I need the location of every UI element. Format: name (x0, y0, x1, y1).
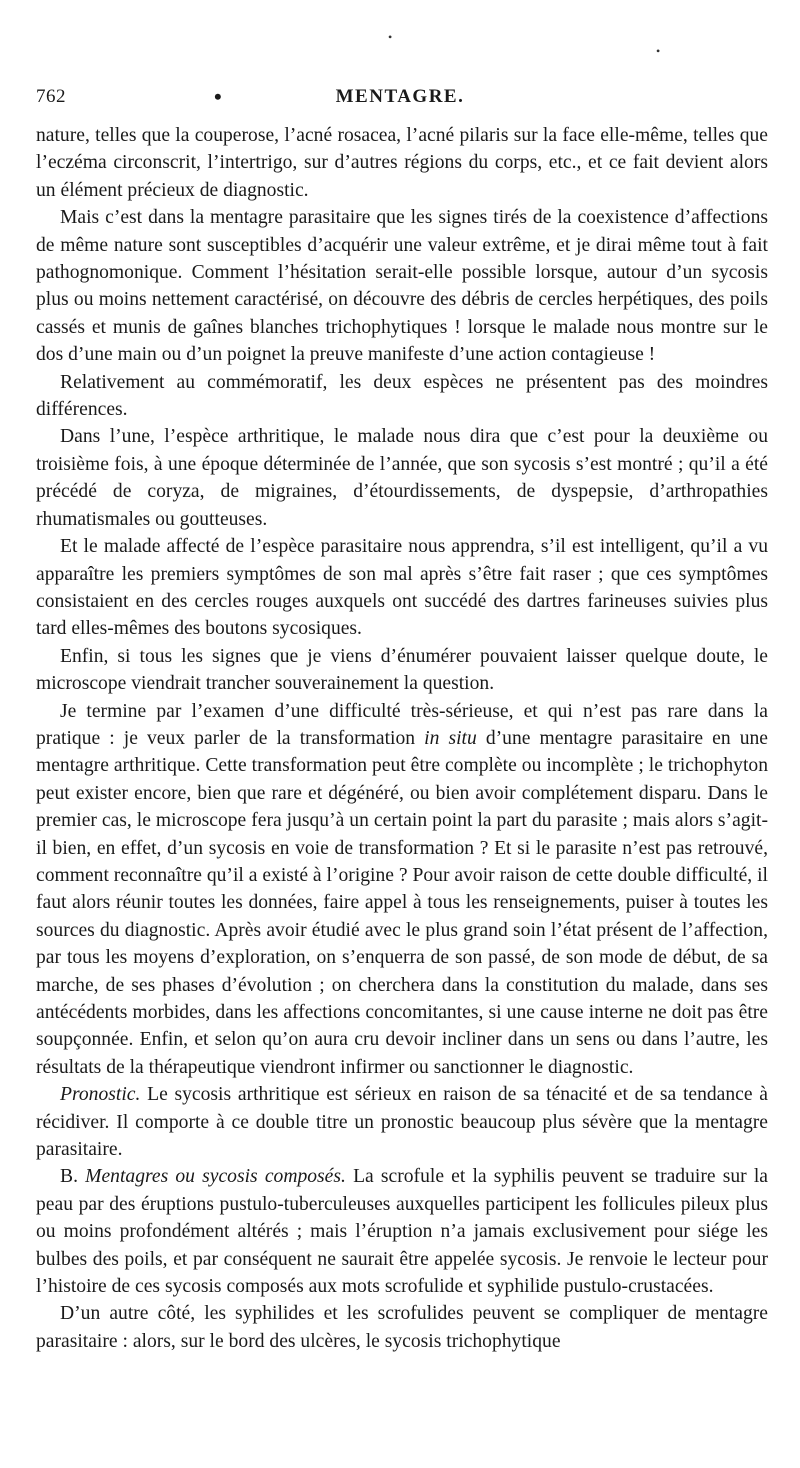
header-dot: • (214, 84, 222, 109)
paragraph-text: La scrofule et la syphilis peuvent se traduire sur la peau par des éruptions pustulo-tuberculeuses auxquelles participent les follicules pileux plus ou moins profondément altérés ; mais l’éruption n’a jamais exclusivement pour siége les bulbes des poils, et par conséquent ne saurait être appelée sycosis. Je renvoie le lecteur pour l’histoire de ces sycosis composés aux mots scrofulide et syphilide pustulo-crustacées. (36, 1166, 768, 1298)
body-text (36, 122, 768, 1355)
italic-text: Pronostic. (60, 1084, 141, 1106)
paragraph-text: nature, telles que la couperose, l’acné rosacea, l’acné pilaris sur la face elle-même, telles que l’eczéma circonscrit, l’intertrigo, sur d’autres régions du corps, etc., et ce fait devient alors un élément précieux de diagnostic. (36, 125, 768, 201)
italic-text: in situ (424, 727, 477, 749)
page-header (36, 86, 764, 116)
italic-text: Mentagres ou sycosis composés. (85, 1166, 346, 1188)
paragraph-text: Et le malade affecté de l’espèce parasitaire nous apprendra, s’il est intelligent, qu’il a vu apparaître les premiers symptômes de son mal après s’être fait raser ; que ces symptômes consistaient en des cercles rouges auxquels ont succédé des dartres farineuses suivies plus tard elles-mêmes des boutons sycosiques. (36, 536, 768, 640)
paragraph-text: Enfin, si tous les signes que je viens d’énumérer pouvaient laisser quelque doute, le microscope viendrait trancher souverainement la question. (36, 645, 768, 695)
paragraph (36, 1081, 768, 1163)
paragraph-text: Le sycosis arthritique est sérieux en raison de sa ténacité et de sa tendance à récidiver. Il comporte à ce double titre un pronostic beaucoup plus sévère que la mentagre parasitaire. (36, 1084, 768, 1161)
paragraph-text: Mais c’est dans la mentagre parasitaire que les signes tirés de la coexistence d’affections de même nature sont susceptibles d’acquérir une valeur extrême, et je dirai même tout à fait pathognomonique. Comment l’hésitation serait-elle possible lorsque, autour d’un sycosis plus ou moins nettement caractérisé, on découvre des débris de cercles herpétiques, des poils cassés et munis de gaînes blanches trichophytiques ! lorsque le malade nous montre sur le dos d’une main ou d’un poignet la preuve manifeste d’une action contagieuse ! (36, 207, 768, 366)
paragraph (36, 204, 768, 368)
paragraph-text: Je termine par l’examen d’une difficulté très-sérieuse, et qui n’est pas rare dans la pratique : je veux parler de la transformation (36, 700, 768, 749)
paragraph-text: d’une mentagre parasitaire en une mentagre arthritique. Cette transformation peut être complète ou incomplète ; le trichophyton peut exister encore, bien que rare et dégénéré, ou bien avoir complétement disparu. Dans le premier cas, le microscope fera jusqu’à un certain point la part du parasite ; mais alors s’agit-il bien, en effet, d’un sycosis en voie de transformation ? Et si le parasite n’est pas retrouvé, comment reconnaître qu’il a existé à l’origine ? Pour avoir raison de cette double difficulté, il faut alors réunir toutes les données, faire appel à tous les renseignements, puiser à toutes les sources du diagnostic. Après avoir étudié avec le plus grand soin l’état présent de l’affection, par tous les moyens d’exploration, on s’enquerra de son passé, de son mode de début, de sa marche, de ses phases d’évolution ; on cherchera dans la constitution du malade, dans ses antécédents morbides, dans les affections concomitantes, si une cause interne ne doit pas être soupçonnée. Enfin, et selon qu’on aura cru devoir incliner dans un sens ou dans l’autre, les résultats de la thérapeutique viendront infirmer ou sanctionner le diagnostic. (36, 727, 768, 1078)
page-number: 762 (36, 86, 66, 107)
paragraph-text: D’un autre côté, les syphilides et les scrofulides peuvent se compliquer de mentagre parasitaire : alors, sur le bord des ulcères, le sycosis trichophytique (36, 1303, 768, 1352)
paragraph-text: B. (60, 1166, 86, 1188)
paragraph (36, 122, 768, 204)
print-speck: • (388, 30, 393, 44)
paragraph (36, 423, 768, 533)
running-title: MENTAGRE. (335, 86, 465, 107)
paragraph (36, 533, 768, 643)
paragraph (36, 643, 768, 698)
paragraph (36, 1300, 768, 1355)
paragraph (36, 698, 768, 1082)
paragraph-text: Relativement au commémoratif, les deux espèces ne présentent pas des moindres différences. (36, 371, 768, 421)
paragraph-text: Dans l’une, l’espèce arthritique, le malade nous dira que c’est pour la deuxième ou troisième fois, à une époque déterminée de l’année, que son sycosis s’est montré ; qu’il a été précédé de coryza, de migraines, d’étourdissements, de dyspepsie, d’arthropathies rhumatismales ou goutteuses. (36, 426, 768, 530)
print-speck: • (656, 44, 661, 58)
paragraph (36, 1163, 768, 1300)
paragraph (36, 369, 768, 424)
